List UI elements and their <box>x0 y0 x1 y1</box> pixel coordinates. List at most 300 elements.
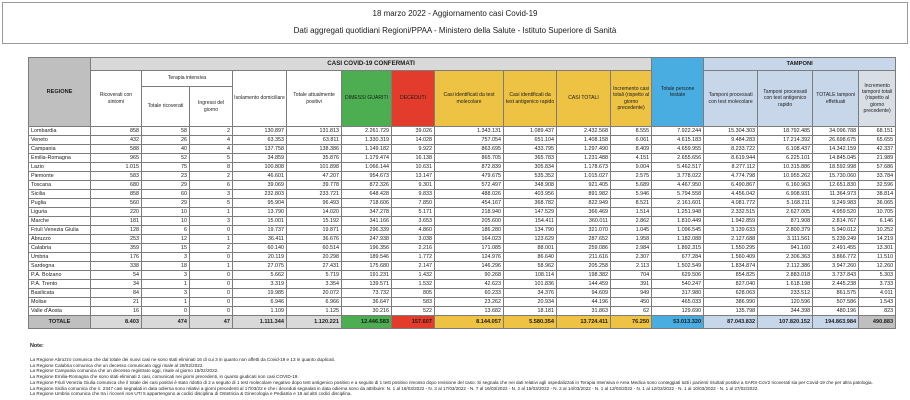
value-cell: 9.249.983 <box>813 199 859 208</box>
totale-value-cell: 1.120.221 <box>287 316 342 329</box>
value-cell: 8.555 <box>611 127 652 136</box>
value-cell: 232.803 <box>233 190 287 199</box>
value-cell: 46.601 <box>233 172 287 181</box>
value-cell: 965 <box>91 154 142 163</box>
totale-value-cell: 474 <box>142 316 190 329</box>
value-cell: 164.023 <box>435 235 504 244</box>
value-cell: 6.061 <box>611 136 652 145</box>
value-cell: 10.315.886 <box>758 163 813 172</box>
value-cell: 4.467.950 <box>652 181 704 190</box>
value-cell: 6.966 <box>287 298 342 307</box>
table-row <box>29 235 896 244</box>
value-cell: 1.178.673 <box>557 163 611 172</box>
value-cell: 3 <box>190 190 233 199</box>
value-cell: 1.834.874 <box>704 262 758 271</box>
region-name: Sicilia <box>29 190 91 199</box>
value-cell: 872.326 <box>342 181 392 190</box>
value-cell: 535.352 <box>504 172 557 181</box>
value-cell: 27.431 <box>287 262 342 271</box>
value-cell: 4.860 <box>392 226 435 235</box>
totale-value-cell: 157.607 <box>392 316 435 329</box>
value-cell: 3.319 <box>233 280 287 289</box>
value-cell: 14.219 <box>859 235 896 244</box>
value-cell: 583 <box>91 172 142 181</box>
value-cell: 131.813 <box>287 127 342 136</box>
value-cell: 1.251.948 <box>652 208 704 217</box>
value-cell: 560 <box>91 199 142 208</box>
value-cell: 1 <box>142 298 190 307</box>
table-row <box>29 271 896 280</box>
value-cell: 2.862 <box>611 217 652 226</box>
value-cell: 2 <box>190 244 233 253</box>
value-cell: 5.303 <box>859 271 896 280</box>
value-cell: 8.521 <box>611 199 652 208</box>
value-cell: 2.575 <box>611 172 652 181</box>
value-cell: 4.011 <box>859 289 896 298</box>
value-cell: 135.798 <box>704 307 758 316</box>
value-cell: 391 <box>611 280 652 289</box>
region-name: Veneto <box>29 136 91 145</box>
value-cell: 822.949 <box>557 199 611 208</box>
value-cell: 233.721 <box>287 190 342 199</box>
value-cell: 8.233.722 <box>704 145 758 154</box>
value-cell: 1.089.437 <box>504 127 557 136</box>
value-cell: 171.085 <box>435 244 504 253</box>
value-cell: 954.673 <box>342 172 392 181</box>
table-row <box>29 172 896 181</box>
value-cell: 42.623 <box>435 280 504 289</box>
value-cell: 84 <box>91 289 142 298</box>
value-cell: 432 <box>91 136 142 145</box>
value-cell: 718.606 <box>342 199 392 208</box>
value-cell: 1.772 <box>392 253 435 262</box>
notes-section <box>30 343 906 397</box>
value-cell: 220 <box>91 208 142 217</box>
value-cell: 6.225.101 <box>758 154 813 163</box>
value-cell: 58.962 <box>504 262 557 271</box>
region-name: Piemonte <box>29 172 91 181</box>
value-cell: 5.171 <box>392 208 435 217</box>
value-cell: 465.033 <box>652 298 704 307</box>
value-cell: 15.001 <box>233 217 287 226</box>
value-cell: 11.510 <box>859 253 896 262</box>
value-cell: 186.280 <box>435 226 504 235</box>
value-cell: 2.113 <box>611 262 652 271</box>
totale-value-cell: 8.144.057 <box>435 316 504 329</box>
value-cell: 1.149.182 <box>342 145 392 154</box>
column-header-tamponi-totale: TOTALE tamponi effettuati <box>813 71 859 127</box>
value-cell: 233.512 <box>758 289 813 298</box>
column-header-regione: REGIONE <box>29 58 91 127</box>
value-cell: 12 <box>142 235 190 244</box>
totale-value-cell: 5.580.354 <box>504 316 557 329</box>
value-cell: 20.934 <box>504 298 557 307</box>
value-cell: 15.304.303 <box>704 127 758 136</box>
value-cell: 1.066.144 <box>342 163 392 172</box>
value-cell: 205.258 <box>557 262 611 271</box>
value-cell: 522 <box>392 307 435 316</box>
value-cell: 6 <box>190 181 233 190</box>
value-cell: 9.301 <box>392 181 435 190</box>
value-cell: 2.127.688 <box>704 235 758 244</box>
value-cell: 40 <box>142 145 190 154</box>
value-cell: 1.892.315 <box>652 244 704 253</box>
value-cell: 1.958 <box>611 235 652 244</box>
value-cell: 8 <box>190 163 233 172</box>
value-cell: 147.529 <box>504 208 557 217</box>
region-name: Toscana <box>29 181 91 190</box>
value-cell: 100.808 <box>233 163 287 172</box>
value-cell: 39.026 <box>392 127 435 136</box>
value-cell: 47.207 <box>287 172 342 181</box>
value-cell: 18.181 <box>504 307 557 316</box>
value-cell: 3.737.843 <box>813 271 859 280</box>
value-cell: 1.179.474 <box>342 154 392 163</box>
value-cell: 3.139.633 <box>704 226 758 235</box>
value-cell: 359 <box>91 244 142 253</box>
value-cell: 29 <box>142 181 190 190</box>
column-header-casi-totali: CASI TOTALI <box>557 71 611 127</box>
totale-value-cell: 194.863.984 <box>813 316 859 329</box>
value-cell: 1.125 <box>287 307 342 316</box>
value-cell: 124.976 <box>435 253 504 262</box>
value-cell: 12.260 <box>859 262 896 271</box>
value-cell: 2.445.238 <box>813 280 859 289</box>
value-cell: 1.560.409 <box>704 253 758 262</box>
value-cell: 9.004 <box>611 163 652 172</box>
value-cell: 96.493 <box>287 199 342 208</box>
table-row <box>29 127 896 136</box>
value-cell: 62 <box>611 307 652 316</box>
value-cell: 8.619.944 <box>704 154 758 163</box>
terapia-intensiva-banner: Terapia intensiva <box>142 71 233 87</box>
value-cell: 9.922 <box>392 145 435 154</box>
region-name: Calabria <box>29 244 91 253</box>
value-cell: 139.571 <box>342 280 392 289</box>
totale-value-cell: 47 <box>190 316 233 329</box>
value-cell: 60.233 <box>435 289 504 298</box>
value-cell: 86.640 <box>504 253 557 262</box>
value-cell: 39.069 <box>233 181 287 190</box>
value-cell: 63.353 <box>233 136 287 145</box>
value-cell: 57.686 <box>859 163 896 172</box>
value-cell: 865.705 <box>435 154 504 163</box>
value-cell: 138.386 <box>287 145 342 154</box>
region-name: P.A. Trento <box>29 280 91 289</box>
value-cell: 5.940.012 <box>813 226 859 235</box>
value-cell: 680 <box>91 181 142 190</box>
value-cell: 2.432.568 <box>557 127 611 136</box>
table-row <box>29 199 896 208</box>
value-cell: 1.015.027 <box>557 172 611 181</box>
value-cell: 154.411 <box>504 217 557 226</box>
value-cell: 4.659.955 <box>652 145 704 154</box>
value-cell: 34.096.788 <box>813 127 859 136</box>
value-cell: 130.897 <box>233 127 287 136</box>
value-cell: 921.405 <box>557 181 611 190</box>
value-cell: 1.942.859 <box>704 217 758 226</box>
column-header-casi-antigenico: Casi identificati da test antigenico rapido <box>504 71 557 127</box>
value-cell: 1.109 <box>233 307 287 316</box>
value-cell: 3.947.260 <box>813 262 859 271</box>
confirmed-cases-banner: CASI COVID-19 CONFERMATI <box>91 58 652 71</box>
value-cell: 33.784 <box>859 172 896 181</box>
value-cell: 6.490.867 <box>704 181 758 190</box>
value-cell: 488.026 <box>435 190 504 199</box>
value-cell: 176 <box>91 253 142 262</box>
value-cell: 572.497 <box>435 181 504 190</box>
value-cell: 247.938 <box>342 235 392 244</box>
value-cell: 19.985 <box>233 289 287 298</box>
value-cell: 196.356 <box>342 244 392 253</box>
value-cell: 321.070 <box>557 226 611 235</box>
value-cell: 3 <box>142 271 190 280</box>
value-cell: 2.216 <box>392 244 435 253</box>
value-cell: 2.112.386 <box>758 262 813 271</box>
value-cell: 5.946 <box>611 190 652 199</box>
column-header-dimessi-guariti: DIMESSI GUARITI <box>342 71 392 127</box>
value-cell: 5.239.249 <box>813 235 859 244</box>
value-cell: 2.491.455 <box>813 244 859 253</box>
value-cell: 433.795 <box>504 145 557 154</box>
value-cell: 1.182.088 <box>652 235 704 244</box>
value-cell: 10.631 <box>392 163 435 172</box>
value-cell: 175.680 <box>342 262 392 271</box>
value-cell: 3.653 <box>392 217 435 226</box>
value-cell: 347.278 <box>342 208 392 217</box>
value-cell: 26.698.675 <box>813 136 859 145</box>
value-cell: 2.984 <box>611 244 652 253</box>
value-cell: 73.732 <box>342 289 392 298</box>
table-row <box>29 307 896 316</box>
value-cell: 677.284 <box>652 253 704 262</box>
value-cell: 5.794.558 <box>652 190 704 199</box>
value-cell: 129.690 <box>652 307 704 316</box>
value-cell: 21.989 <box>859 154 896 163</box>
value-cell: 2 <box>190 127 233 136</box>
value-cell: 1.618.198 <box>758 280 813 289</box>
column-header-attualmente-positivi: Totale attualmente positivi <box>287 71 342 127</box>
value-cell: 34 <box>91 280 142 289</box>
column-header-ti-ingressi: Ingressi del giorno <box>190 87 233 127</box>
value-cell: 18 <box>142 262 190 271</box>
value-cell: 13.147 <box>392 172 435 181</box>
value-cell: 10 <box>142 217 190 226</box>
value-cell: 12.651.830 <box>813 181 859 190</box>
column-header-incremento-casi: Incremento casi totali (rispetto al giorno precedente) <box>611 71 652 127</box>
value-cell: 7.922.244 <box>652 127 704 136</box>
value-cell: 36.676 <box>287 235 342 244</box>
value-cell: 5.462.517 <box>652 163 704 172</box>
value-cell: 198.382 <box>557 271 611 280</box>
region-name: Friuli Venezia Giulia <box>29 226 91 235</box>
table-body <box>29 127 896 329</box>
value-cell: 2.307 <box>611 253 652 262</box>
value-cell: 3 <box>190 217 233 226</box>
value-cell: 189.546 <box>342 253 392 262</box>
value-cell: 858 <box>91 127 142 136</box>
value-cell: 2.306.363 <box>758 253 813 262</box>
value-cell: 23 <box>142 172 190 181</box>
value-cell: 1.532 <box>392 280 435 289</box>
value-cell: 36.411 <box>233 235 287 244</box>
column-header-ti-totale: Totale ricoverati <box>142 87 190 127</box>
value-cell: 19.871 <box>287 226 342 235</box>
table-row <box>29 181 896 190</box>
region-name: Puglia <box>29 199 91 208</box>
region-name: Basilicata <box>29 289 91 298</box>
value-cell: 1 <box>142 280 190 289</box>
totale-value-cell: 12.446.583 <box>342 316 392 329</box>
value-cell: 8.277.112 <box>704 163 758 172</box>
value-cell: 3 <box>142 253 190 262</box>
region-name: Emilia-Romagna <box>29 154 91 163</box>
value-cell: 4.151 <box>611 154 652 163</box>
totale-value-cell: 76.250 <box>611 316 652 329</box>
table-row <box>29 208 896 217</box>
value-cell: 6.160.963 <box>758 181 813 190</box>
value-cell: 60.140 <box>233 244 287 253</box>
value-cell: 65.655 <box>859 136 896 145</box>
value-cell: 253 <box>91 235 142 244</box>
value-cell: 6.908.931 <box>758 190 813 199</box>
value-cell: 14.845.045 <box>813 154 859 163</box>
value-cell: 3.778.022 <box>652 172 704 181</box>
value-cell: 39.778 <box>287 181 342 190</box>
note-item: La Regione Umbria comunica che tra i ricoveri non UTI 5 appartengono ai codici disciplina di Ostetricia & Ginecologia e Pediatria e 18 ad altri codici disciplina. <box>30 391 352 397</box>
column-header-tamponi-antigenico: Tamponi processati con test antigenico rapido <box>758 71 813 127</box>
table-row <box>29 280 896 289</box>
value-cell: 10 <box>142 208 190 217</box>
value-cell: 3.733 <box>859 280 896 289</box>
column-header-tamponi-molecolare: Tamponi processati con test molecolare <box>704 71 758 127</box>
value-cell: 823 <box>859 307 896 316</box>
value-cell: 1 <box>190 262 233 271</box>
value-cell: 3.354 <box>287 280 342 289</box>
value-cell: 2.814.767 <box>813 217 859 226</box>
value-cell: 360.011 <box>557 217 611 226</box>
value-cell: 30.216 <box>342 307 392 316</box>
notes-list <box>30 357 906 397</box>
value-cell: 11.364.973 <box>813 190 859 199</box>
totale-value-cell: 8.403 <box>91 316 142 329</box>
value-cell: 18.592.998 <box>813 163 859 172</box>
value-cell: 704 <box>611 271 652 280</box>
value-cell: 68.151 <box>859 127 896 136</box>
table-row <box>29 262 896 271</box>
region-name: Abruzzo <box>29 235 91 244</box>
report-title: 18 marzo 2022 - Aggiornamento casi Covid-19 <box>372 9 538 18</box>
totale-label: TOTALE <box>29 316 91 329</box>
region-name: Molise <box>29 298 91 307</box>
value-cell: 479.675 <box>435 172 504 181</box>
note-item: La Regione Sicilia comunica che n. 2347 casi segnalati in data odierna sono relativi a giorni precedenti al 17/03/22 e che i deceduti segnalati in data odierna sono da attribuire: N. 1 al 18/03/2022 - N. 3 al 17/03/2022 - N. 7 al 16/03/2022 - N. 2 al 15/03/2022 - N. 2 al 14/03/2022 - N. 1 al 13/03/2022 - N. 1 al 12/03/2022 - N. 1 al 10/03/2022 - N. 1 al 27/02/2022. <box>30 385 759 391</box>
value-cell: 338 <box>91 262 142 271</box>
value-cell: 854.825 <box>704 271 758 280</box>
value-cell: 1.502.549 <box>652 262 704 271</box>
value-cell: 36.065 <box>859 199 896 208</box>
value-cell: 588 <box>91 145 142 154</box>
value-cell: 480.196 <box>813 307 859 316</box>
value-cell: 88.001 <box>504 244 557 253</box>
value-cell: 18.792.485 <box>758 127 813 136</box>
value-cell: 583 <box>392 298 435 307</box>
value-cell: 4 <box>190 136 233 145</box>
value-cell: 3.038 <box>392 235 435 244</box>
value-cell: 75 <box>142 163 190 172</box>
region-name: Sardegna <box>29 262 91 271</box>
value-cell: 2.627.005 <box>758 208 813 217</box>
value-cell: 10.955.262 <box>758 172 813 181</box>
value-cell: 1.514 <box>611 208 652 217</box>
value-cell: 0 <box>190 298 233 307</box>
value-cell: 1.810.449 <box>652 217 704 226</box>
value-cell: 58 <box>142 127 190 136</box>
value-cell: 341.166 <box>342 217 392 226</box>
value-cell: 54 <box>91 271 142 280</box>
value-cell: 191.231 <box>342 271 392 280</box>
value-cell: 1 <box>190 208 233 217</box>
totale-row <box>29 316 896 329</box>
value-cell: 1.045 <box>611 226 652 235</box>
value-cell: 3 <box>142 289 190 298</box>
table-row <box>29 298 896 307</box>
column-header-ricoverati: Ricoverati con sintomi <box>91 71 142 127</box>
value-cell: 181 <box>91 217 142 226</box>
value-cell: 348.908 <box>504 181 557 190</box>
value-cell: 858 <box>91 190 142 199</box>
value-cell: 2 <box>190 172 233 181</box>
value-cell: 450 <box>611 298 652 307</box>
value-cell: 13.790 <box>233 208 287 217</box>
value-cell: 1.432 <box>392 271 435 280</box>
value-cell: 94.609 <box>557 289 611 298</box>
value-cell: 134.790 <box>504 226 557 235</box>
value-cell: 146.296 <box>435 262 504 271</box>
value-cell: 0 <box>190 271 233 280</box>
table-row <box>29 145 896 154</box>
report-subtitle: Dati aggregati quotidiani Regioni/PPAA - Ministero della Salute - Istituto Superiore di Sanità <box>293 26 617 35</box>
value-cell: 44.196 <box>557 298 611 307</box>
value-cell: 42.337 <box>859 145 896 154</box>
value-cell: 4.774.798 <box>704 172 758 181</box>
totale-value-cell: 53.013.320 <box>652 316 704 329</box>
value-cell: 60.514 <box>287 244 342 253</box>
value-cell: 9.833 <box>392 190 435 199</box>
value-cell: 5.168.211 <box>758 199 813 208</box>
value-cell: 20.072 <box>287 289 342 298</box>
value-cell: 1.096.545 <box>652 226 704 235</box>
value-cell: 1 <box>190 235 233 244</box>
value-cell: 4.959.520 <box>813 208 859 217</box>
value-cell: 3.866.772 <box>813 253 859 262</box>
value-cell: 63.811 <box>287 136 342 145</box>
value-cell: 21 <box>91 298 142 307</box>
value-cell: 1.408.158 <box>557 136 611 145</box>
value-cell: 2.800.379 <box>758 226 813 235</box>
value-cell: 4 <box>190 145 233 154</box>
value-cell: 805 <box>392 289 435 298</box>
value-cell: 144.459 <box>557 280 611 289</box>
value-cell: 871.908 <box>758 217 813 226</box>
value-cell: 4.615.183 <box>652 136 704 145</box>
table-row <box>29 217 896 226</box>
value-cell: 4.456.042 <box>704 190 758 199</box>
value-cell: 205.600 <box>435 217 504 226</box>
note-item: La Regione Friuli Venezia Giulia comunica che il totale dei casi positivi è stato ridotto di 2 a seguito di 1 test molecolare negativo dopo test antigenico positivo e a seguito di 1 test positivo rimosso dopo revisione del caso. Si segnala che nei dati relativi agli ospedalizzati in Terapia Intensiva e Area Medica sono conteggiati tutti i pazienti risultati positivi a SARS-CoV2 ricoverati sia per Covid-19 che per altra patologia. <box>30 379 873 385</box>
region-name: Umbria <box>29 253 91 262</box>
value-cell: 4.081.772 <box>704 199 758 208</box>
